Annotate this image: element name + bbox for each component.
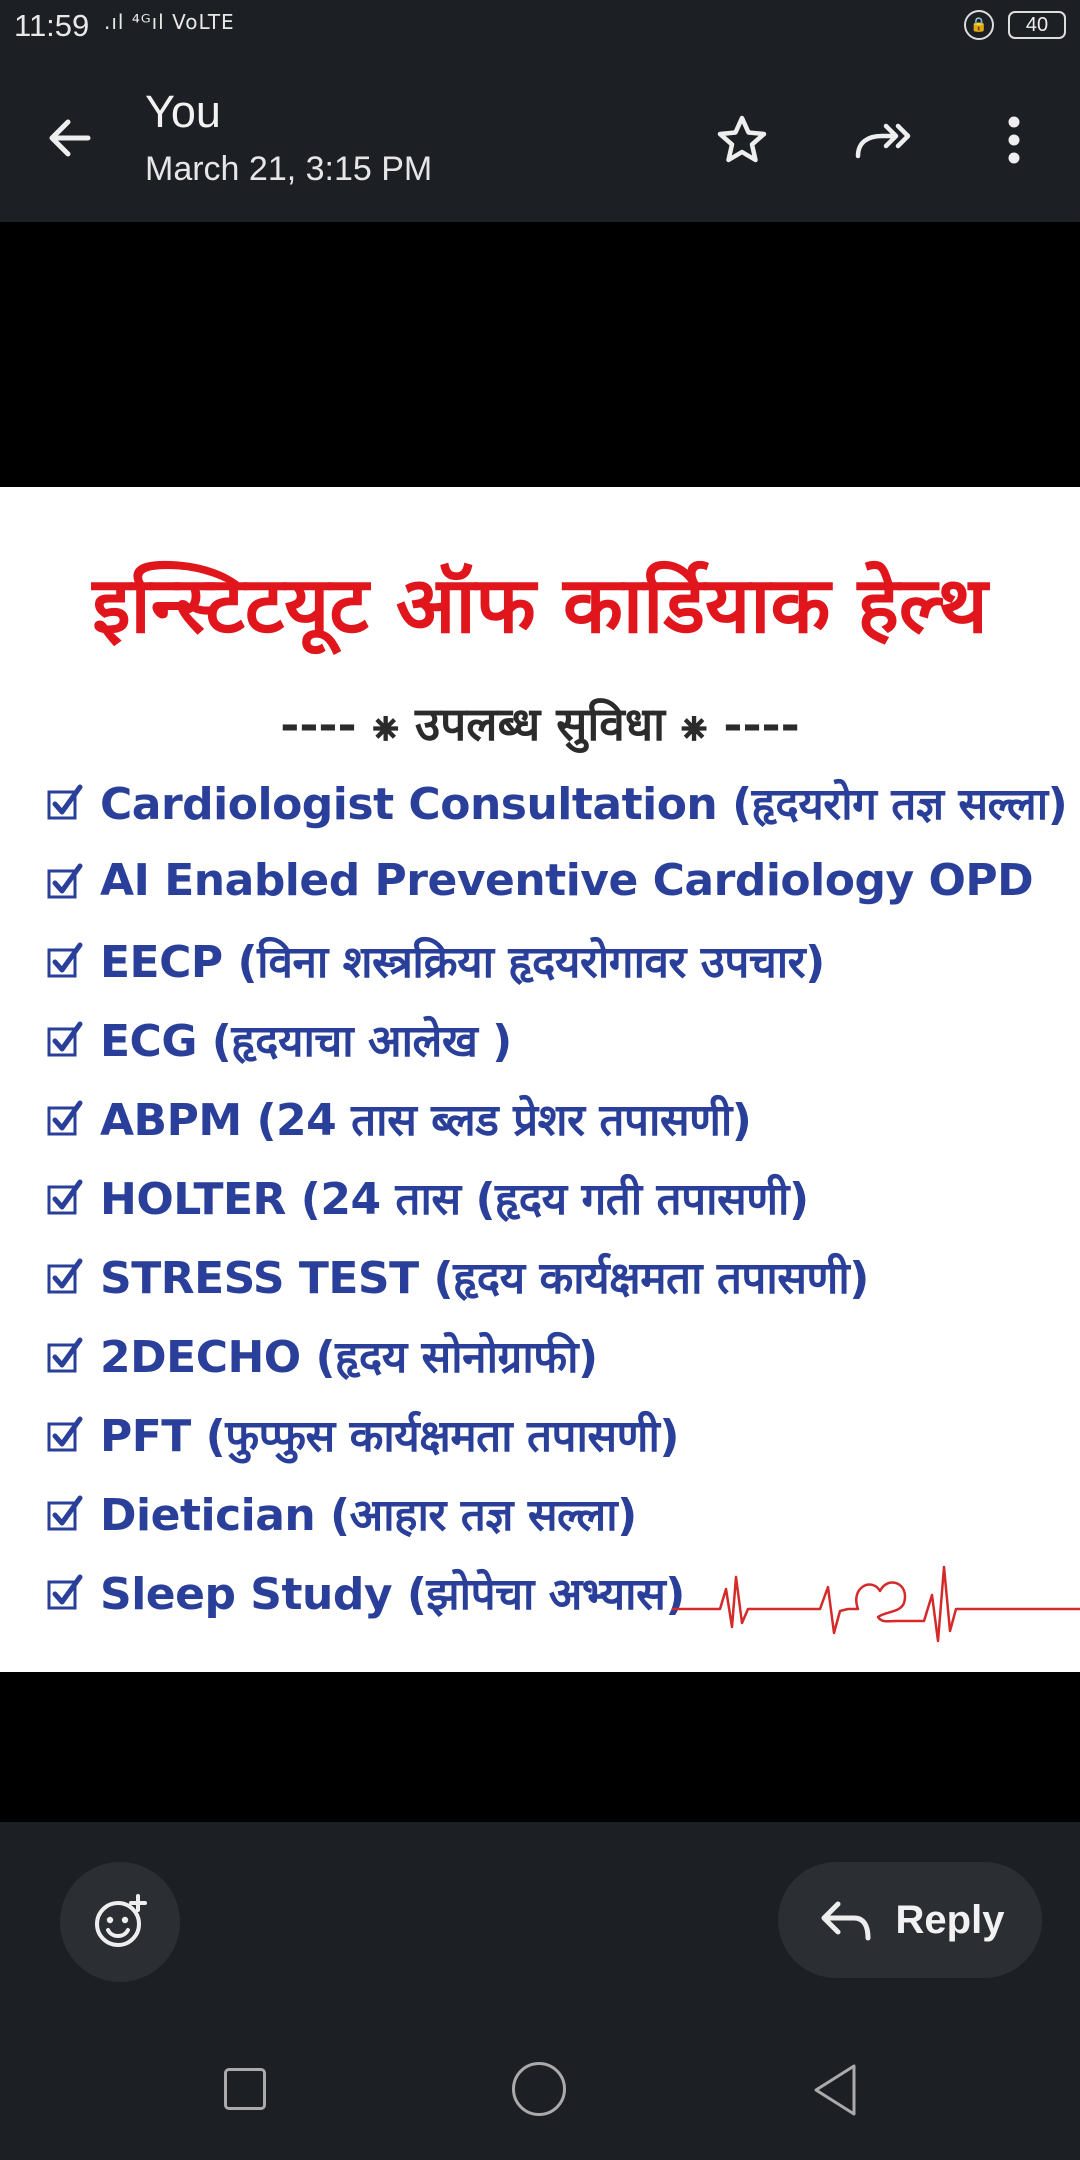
service-label: STRESS TEST (हृदय कार्यक्षमता तपासणी) <box>100 1252 869 1304</box>
add-reaction-button[interactable] <box>60 1862 180 1982</box>
status-right <box>964 10 1066 40</box>
reply-label: Reply <box>895 1897 1005 1942</box>
checkbox-checked-icon <box>46 1494 84 1532</box>
list-item <box>46 1157 1080 1236</box>
back-arrow-icon[interactable] <box>40 108 100 168</box>
service-label: HOLTER (24 तास (हृदय गती तपासणी) <box>100 1173 809 1225</box>
status-time: 11:59 <box>14 8 90 43</box>
checkbox-checked-icon <box>46 1178 84 1216</box>
battery-indicator: 40 <box>1008 11 1066 39</box>
list-item <box>46 920 1080 999</box>
attached-image[interactable] <box>0 487 1080 1672</box>
service-label: 2DECHO (हृदय सोनोग्राफी) <box>100 1331 598 1383</box>
list-item <box>46 1394 1080 1473</box>
service-label: PFT (फुप्फुस कार्यक्षमता तपासणी) <box>100 1410 679 1462</box>
checkbox-checked-icon <box>46 1573 84 1611</box>
home-circle-icon[interactable] <box>512 2062 566 2116</box>
checkbox-checked-icon <box>46 1020 84 1058</box>
checkbox-checked-icon <box>46 1099 84 1137</box>
service-label: EECP (विना शस्त्रक्रिया हृदयरोगावर उपचार) <box>100 936 825 988</box>
heartbeat-line-icon <box>672 1527 1080 1647</box>
recents-square-icon[interactable] <box>224 2068 266 2110</box>
checkbox-checked-icon <box>46 1257 84 1295</box>
list-item <box>46 1236 1080 1315</box>
service-label: Cardiologist Consultation (हृदयरोग तज्ञ सल्ला) <box>100 778 1068 830</box>
service-label: ECG (हृदयाचा आलेख ) <box>100 1015 512 1067</box>
poster-subtitle: ---- ⁕ उपलब्ध सुविधा ⁕ ---- <box>280 697 800 751</box>
checkbox-checked-icon <box>46 941 84 979</box>
lock-icon: 🔒 <box>964 10 994 40</box>
forward-all-icon[interactable] <box>850 110 918 170</box>
list-item <box>46 1078 1080 1157</box>
checkbox-checked-icon <box>46 862 84 900</box>
app-bar <box>0 58 1080 222</box>
star-icon[interactable] <box>712 110 772 170</box>
list-item <box>46 841 1080 920</box>
image-letterbox-bottom <box>0 1672 1080 1822</box>
checkbox-checked-icon <box>46 1336 84 1374</box>
checkbox-checked-icon <box>46 783 84 821</box>
poster-title: इन्स्टिटयूट ऑफ कार्डियाक हेल्थ <box>92 561 988 651</box>
add-reaction-icon <box>90 1892 150 1952</box>
checkbox-checked-icon <box>46 1415 84 1453</box>
back-triangle-icon[interactable] <box>808 2060 862 2120</box>
reply-arrow-icon <box>816 1896 874 1944</box>
service-label: Dietician (आहार तज्ञ सल्ला) <box>100 1489 637 1541</box>
reply-button[interactable] <box>778 1862 1042 1978</box>
service-label: ABPM (24 तास ब्लड प्रेशर तपासणी) <box>100 1094 752 1146</box>
message-date: March 21, 3:15 PM <box>145 150 433 188</box>
list-item <box>46 999 1080 1078</box>
list-item <box>46 1315 1080 1394</box>
system-nav-bar <box>0 2030 1080 2160</box>
status-bar <box>0 0 1080 58</box>
more-vert-icon[interactable] <box>990 110 1038 170</box>
sender-name: You <box>145 86 221 137</box>
services-list <box>46 762 1080 1631</box>
image-letterbox-top <box>0 222 1080 487</box>
service-label: Sleep Study (झोपेचा अभ्यास) <box>100 1568 685 1620</box>
signal-indicator: .ıl ⁴ᴳıl VoLTE <box>104 10 235 34</box>
list-item <box>46 762 1080 841</box>
service-label: AI Enabled Preventive Cardiology OPD <box>100 855 1034 906</box>
